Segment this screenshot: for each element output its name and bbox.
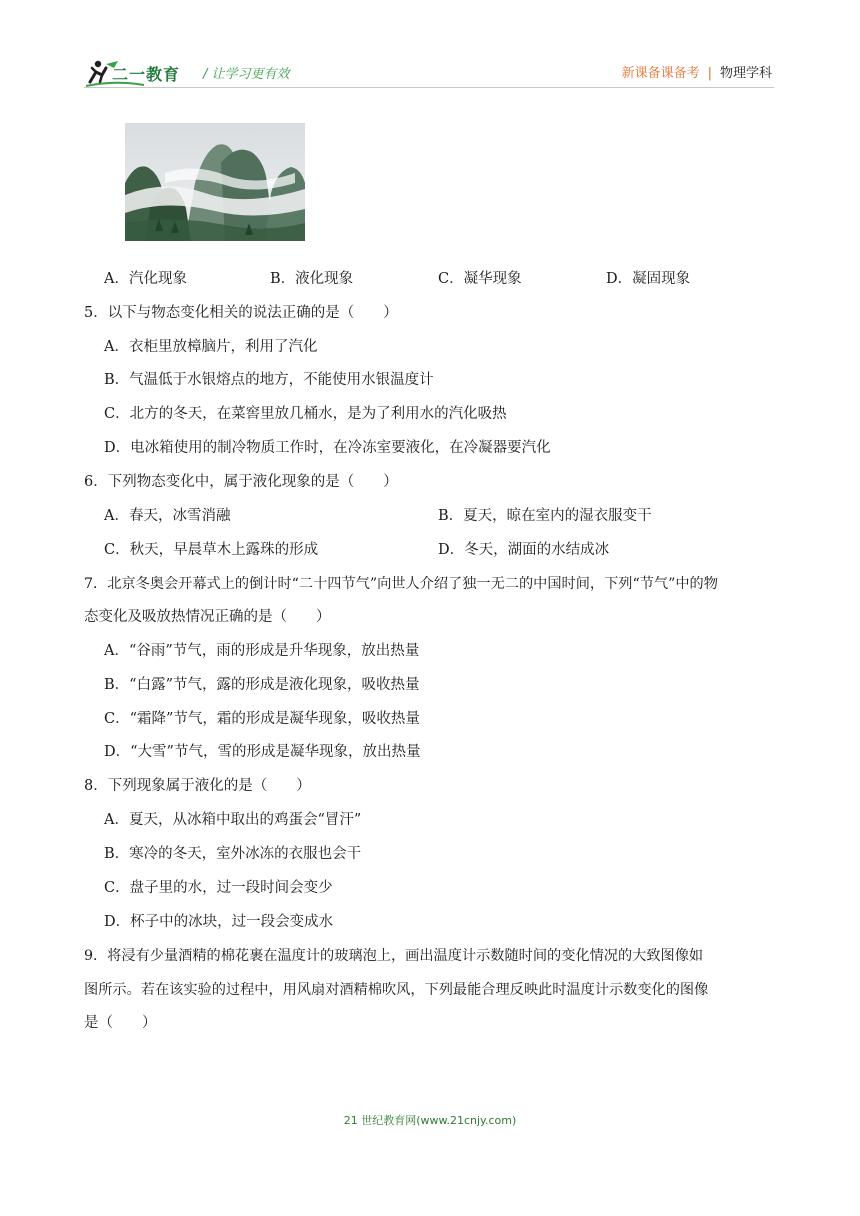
logo-text: 二一教育 [112,65,181,84]
q4-option-d: D．凝固现象 [606,271,691,287]
q9-stem-line1: 9．将浸有少量酒精的棉花裹在温度计的玻璃泡上，画出温度计示数随时间的变化情况的大致图像如 [84,948,704,964]
q6-stem: 6．下列物态变化中，属于液化现象的是（ ） [84,474,398,490]
q8-option-c: C．盘子里的水，过一段时间会变少 [104,880,333,896]
q5-option-c: C．北方的冬天，在菜窖里放几桶水，是为了利用水的汽化吸热 [104,406,507,422]
q4-option-b: B．液化现象 [270,271,354,287]
q5-option-b: B．气温低于水银熔点的地方，不能使用水银温度计 [104,372,434,388]
q9-stem-line2: 图所示。若在该实验的过程中，用风扇对酒精棉吹风，下列最能合理反映此时温度计示数变化的图像 [84,982,709,998]
q8-option-a: A．夏天，从冰箱中取出的鸡蛋会“冒汗” [104,812,362,828]
q7-option-c: C．“霜降”节气，霜的形成是凝华现象，吸收热量 [104,711,420,727]
q5-option-d: D．电冰箱使用的制冷物质工作时，在冷冻室要液化，在冷凝器要汽化 [104,440,551,456]
q6-option-b: B．夏天，晾在室内的湿衣服变干 [438,508,652,524]
q9-stem-line3: 是（ ） [84,1015,157,1031]
q7-stem-line2: 态变化及吸放热情况正确的是（ ） [84,609,331,625]
q7-stem-line1: 7．北京冬奥会开幕式上的倒计时“二十四节气”向世人介绍了独一无二的中国时间，下列“节气”中的物 [84,576,718,592]
q7-option-d: D．“大雪”节气，雪的形成是凝华现象，放出热量 [104,744,421,760]
q7-option-b: B．“白露”节气，露的形成是液化现象，吸收热量 [104,677,420,693]
q4-option-c: C．凝华现象 [438,271,522,287]
header-course: 新课备课备考 [621,66,700,81]
q6-option-d: D．冬天，湖面的水结成冰 [438,542,610,558]
header-separator: | [707,66,712,81]
q5-stem: 5．以下与物态变化相关的说法正确的是（ ） [84,305,398,321]
q6-option-a: A．春天，冰雪消融 [104,508,231,524]
header-divider [84,87,774,88]
header-slogan: / 让学习更有效 [203,67,290,82]
header-subject: 物理学科 [719,66,772,81]
header-right [622,62,772,81]
q7-option-a: A．“谷雨”节气，雨的形成是升华现象，放出热量 [104,643,420,659]
mountain-fog-image [125,123,305,241]
page-footer: 21 世纪教育网(www.21cnjy.com) [343,1114,517,1127]
q4-option-a: A．汽化现象 [104,271,187,287]
q8-stem: 8．下列现象属于液化的是（ ） [84,778,311,794]
page-header [0,0,860,100]
q8-option-d: D．杯子中的冰块，过一段会变成水 [104,914,334,930]
q6-option-c: C．秋天，早晨草木上露珠的形成 [104,542,319,558]
q5-option-a: A．衣柜里放樟脑片，利用了汽化 [104,339,318,355]
q8-option-b: B．寒冷的冬天，室外冰冻的衣服也会干 [104,846,362,862]
